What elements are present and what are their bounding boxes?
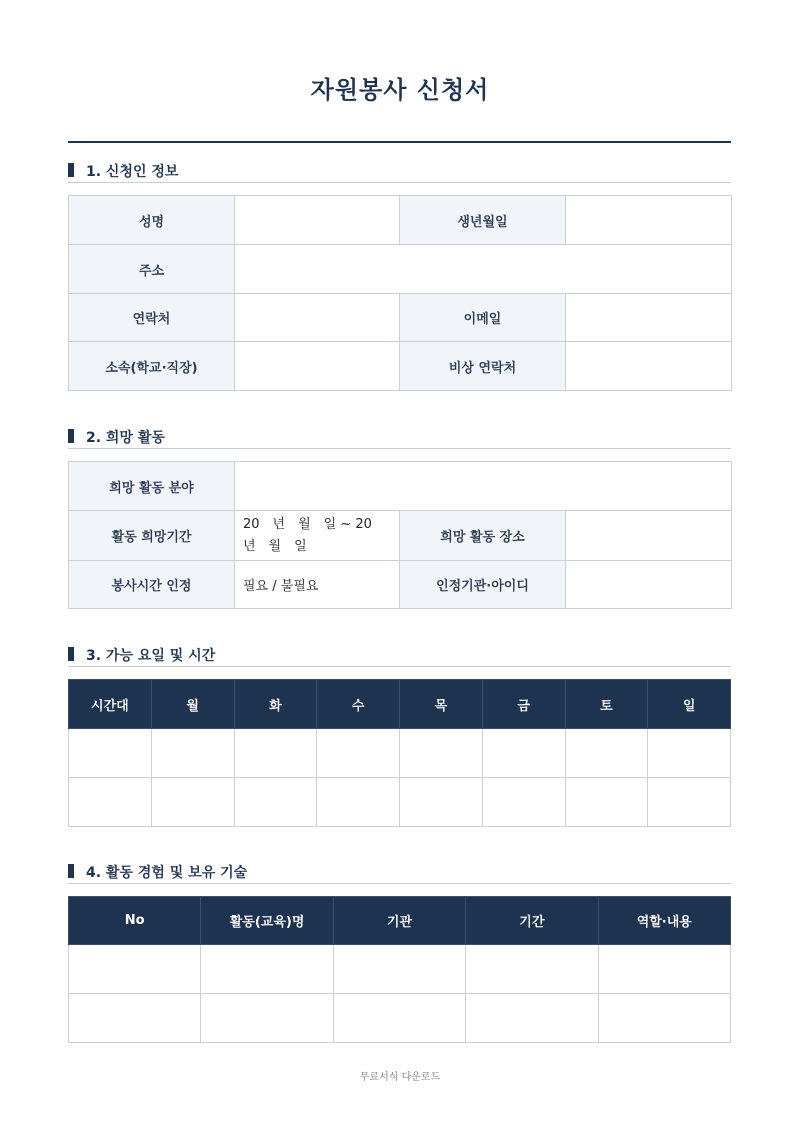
table-cell[interactable] xyxy=(333,945,465,994)
availability-table xyxy=(68,679,731,827)
address-label: 주소 xyxy=(69,245,235,294)
table-cell[interactable] xyxy=(466,994,598,1043)
table-cell[interactable] xyxy=(466,945,598,994)
birthdate-label: 생년월일 xyxy=(400,196,566,245)
section-marker xyxy=(68,163,74,177)
activity-period-field[interactable]: 20 년 월 일 ~ 20 년 월 일 xyxy=(235,511,400,561)
table-cell[interactable] xyxy=(201,945,333,994)
table-cell[interactable] xyxy=(69,729,152,778)
affiliation-label: 소속(학교·직장) xyxy=(69,342,235,391)
table-row xyxy=(69,994,731,1043)
table-row xyxy=(69,945,731,994)
column-header: 역할·내용 xyxy=(598,897,730,945)
column-header: 기간 xyxy=(466,897,598,945)
table-cell[interactable] xyxy=(598,945,730,994)
name-label: 성명 xyxy=(69,196,235,245)
experience-table xyxy=(68,896,731,1043)
table-row xyxy=(69,729,731,778)
column-header: 금 xyxy=(482,680,565,729)
activity-place-field[interactable] xyxy=(566,511,732,561)
section-title: 2. 희망 활동 xyxy=(86,430,165,446)
column-header: 일 xyxy=(648,680,731,729)
column-header: 기관 xyxy=(333,897,465,945)
address-field[interactable] xyxy=(235,245,732,294)
section-experience-header xyxy=(68,862,731,884)
column-header: 활동(교육)명 xyxy=(201,897,333,945)
birthdate-field[interactable] xyxy=(566,196,732,245)
activity-table xyxy=(68,461,732,609)
table-cell[interactable] xyxy=(400,778,483,827)
table-row xyxy=(69,778,731,827)
emergency-contact-label: 비상 연락처 xyxy=(400,342,566,391)
table-cell[interactable] xyxy=(234,778,317,827)
table-cell[interactable] xyxy=(482,729,565,778)
table-cell[interactable] xyxy=(648,778,731,827)
activity-place-label: 희망 활동 장소 xyxy=(400,511,566,561)
table-cell[interactable] xyxy=(482,778,565,827)
emergency-contact-field[interactable] xyxy=(566,342,732,391)
table-cell[interactable] xyxy=(151,729,234,778)
table-cell[interactable] xyxy=(565,729,648,778)
section-schedule-header xyxy=(68,645,731,667)
table-cell[interactable] xyxy=(333,994,465,1043)
table-cell[interactable] xyxy=(234,729,317,778)
section-title: 4. 활동 경험 및 보유 기술 xyxy=(86,865,248,881)
section-marker xyxy=(68,429,74,443)
table-cell[interactable] xyxy=(565,778,648,827)
activity-period-label: 활동 희망기간 xyxy=(69,511,235,561)
footer-text: 무료서식 다운로드 xyxy=(359,1072,441,1083)
name-field[interactable] xyxy=(235,196,400,245)
table-cell[interactable] xyxy=(317,729,400,778)
volunteer-hours-field[interactable]: 필요 / 불필요 xyxy=(235,561,400,609)
table-cell[interactable] xyxy=(317,778,400,827)
table-cell[interactable] xyxy=(201,994,333,1043)
section-applicant-header xyxy=(68,161,731,183)
table-cell[interactable] xyxy=(151,778,234,827)
activity-field-label: 희망 활동 분야 xyxy=(69,462,235,511)
column-header: 토 xyxy=(565,680,648,729)
column-header: 월 xyxy=(151,680,234,729)
table-cell[interactable] xyxy=(648,729,731,778)
volunteer-hours-label: 봉사시간 인정 xyxy=(69,561,235,609)
table-cell[interactable] xyxy=(69,994,201,1043)
contact-field[interactable] xyxy=(235,294,400,342)
section-marker xyxy=(68,647,74,661)
section-marker xyxy=(68,864,74,878)
column-header: No xyxy=(69,897,201,945)
certifying-agency-field[interactable] xyxy=(566,561,732,609)
table-cell[interactable] xyxy=(69,778,152,827)
applicant-info-table xyxy=(68,195,732,391)
certifying-agency-label: 인정기관·아이디 xyxy=(400,561,566,609)
table-cell[interactable] xyxy=(400,729,483,778)
title-divider xyxy=(68,141,731,143)
email-field[interactable] xyxy=(566,294,732,342)
activity-field-input[interactable] xyxy=(235,462,732,511)
email-label: 이메일 xyxy=(400,294,566,342)
table-cell[interactable] xyxy=(69,945,201,994)
column-header: 화 xyxy=(234,680,317,729)
section-title: 1. 신청인 정보 xyxy=(86,164,179,180)
section-activity-header xyxy=(68,427,731,449)
document-title: 자원봉사 신청서 xyxy=(310,76,490,104)
affiliation-field[interactable] xyxy=(235,342,400,391)
contact-label: 연락처 xyxy=(69,294,235,342)
column-header: 시간대 xyxy=(69,680,152,729)
column-header: 수 xyxy=(317,680,400,729)
section-title: 3. 가능 요일 및 시간 xyxy=(86,648,216,664)
column-header: 목 xyxy=(400,680,483,729)
table-cell[interactable] xyxy=(598,994,730,1043)
